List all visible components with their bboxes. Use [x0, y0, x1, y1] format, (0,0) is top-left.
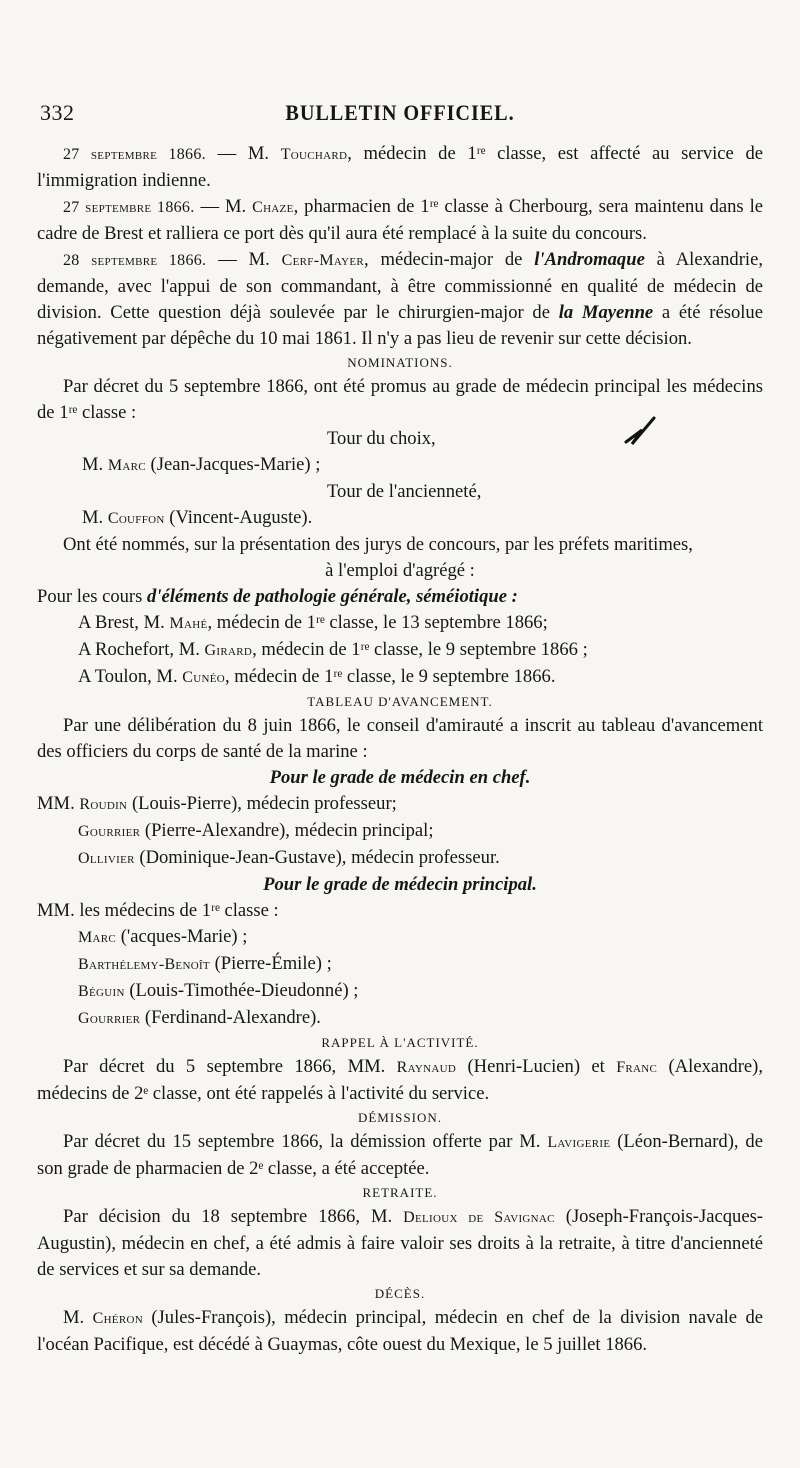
entry-touchard	[37, 141, 763, 194]
chef-item	[37, 818, 763, 845]
person-name: Girard	[204, 642, 253, 659]
chef-item	[37, 845, 763, 872]
entry-date: 27 septembre 1866.	[63, 199, 195, 216]
rappel-paragraph	[37, 1054, 763, 1107]
section-heading-nominations: NOMINATIONS.	[347, 355, 453, 370]
principal-item	[37, 1005, 763, 1032]
person-name: Cunéo	[182, 669, 225, 686]
section-heading-deces: DÉCÈS.	[374, 1286, 426, 1301]
person-detail: (Jean-Jacques-Marie) ;	[145, 454, 321, 475]
person-detail: ('acques-Marie) ;	[116, 926, 248, 947]
paragraph-text: (Jules-François), médecin principal, médecin en chef de la division navale de l'océan Pacifique, est décédé à Guaymas, côte ouest du Mexique, le 5 juillet 1866.	[37, 1307, 763, 1355]
posting-place: A Brest, M.	[78, 612, 170, 633]
person-detail: (Dominique-Jean-Gustave), médecin professeur.	[134, 847, 500, 868]
cours-prefix: Pour les cours	[37, 586, 148, 607]
posting-brest	[37, 610, 763, 637]
anciennete-nominee	[37, 505, 763, 532]
posting-rochefort	[37, 637, 763, 664]
paragraph-text: Par décret du 5 septembre 1866, MM.	[63, 1056, 397, 1077]
prefix: M.	[82, 454, 108, 475]
person-name: Couffon	[107, 510, 165, 527]
prefix: MM.	[37, 793, 80, 814]
cours-line	[37, 584, 763, 610]
person-name: Cerf-Mayer	[281, 252, 364, 269]
person-name: Lavigerie	[547, 1134, 611, 1151]
retraite-paragraph	[37, 1204, 763, 1283]
posting-place: A Rochefort, M.	[78, 639, 205, 660]
section-heading-rappel: RAPPEL À L'ACTIVITÉ.	[321, 1035, 479, 1050]
paragraph-text: (Joseph-François-Jacques-Augustin), médecin en chef, a été admis à faire valoir ses droits à la retraite, à titre d'ancienneté de services et sur sa demande.	[37, 1206, 764, 1280]
person-name: Delioux de Savignac	[403, 1209, 555, 1226]
person-detail: (Pierre-Émile) ;	[209, 953, 332, 974]
tour-anciennete-label: Tour de l'ancienneté,	[327, 481, 482, 502]
entry-text: — M.	[206, 249, 282, 270]
principal-item	[37, 978, 763, 1005]
nominations-intro: Par décret du 5 septembre 1866, ont été promus au grade de médecin principal les médecins de 1ʳᵉ classe :	[37, 376, 763, 423]
tableau-intro: Par une délibération du 8 juin 1866, le conseil d'amirauté a inscrit au tableau d'avancement des officiers du corps de santé de la marine :	[37, 715, 763, 762]
agreges-intro: Ont été nommés, sur la présentation des jurys de concours, par les préfets maritimes,	[63, 534, 693, 555]
chef-item	[37, 791, 763, 818]
person-detail: (Pierre-Alexandre), médecin principal;	[140, 820, 434, 841]
person-name: Roudin	[79, 796, 128, 813]
choix-nominee	[37, 452, 763, 479]
posting-detail: , médecin de 1ʳᵉ classe, le 9 septembre 1866 ;	[252, 639, 588, 660]
entry-date: 27 septembre 1866.	[63, 146, 206, 163]
entry-text: a été résolue négativement par dépêche du 10 mai 1861. Il n'y a pas lieu de revenir sur cette décision.	[37, 302, 763, 349]
person-detail: (Vincent-Auguste).	[164, 507, 313, 528]
person-name: Gourrier	[78, 823, 141, 840]
person-name: Raynaud	[396, 1059, 457, 1076]
posting-detail: , médecin de 1ʳᵉ classe, le 9 septembre 1866.	[225, 666, 556, 687]
person-name: Franc	[616, 1059, 658, 1076]
entry-chaze	[37, 194, 763, 247]
person-name: Chéron	[92, 1310, 143, 1327]
paragraph-text: M.	[63, 1307, 93, 1328]
ship-name: la Mayenne	[558, 302, 654, 323]
principal-intro: MM. les médecins de 1ʳᵉ classe :	[37, 900, 279, 921]
person-name: Touchard	[280, 146, 348, 163]
entry-text: , médecin de 1ʳᵉ classe, est affecté au service de l'immigration indienne.	[37, 143, 764, 191]
person-name: Ollivier	[78, 850, 135, 867]
entry-text: — M.	[194, 196, 253, 217]
principal-item	[37, 951, 763, 978]
section-heading-retraite: RETRAITE.	[362, 1185, 438, 1200]
chef-title: Pour le grade de médecin en chef.	[269, 767, 531, 788]
person-detail: (Ferdinand-Alexandre).	[140, 1007, 321, 1028]
running-title: BULLETIN OFFICIEL.	[285, 100, 515, 125]
entry-text: , médecin-major de	[364, 249, 535, 270]
principal-title: Pour le grade de médecin principal.	[263, 874, 537, 895]
prefix: M.	[82, 507, 108, 528]
paragraph-text: (Henri-Lucien) et	[456, 1056, 617, 1077]
paragraph-text: (Alexandre), médecins de 2ᵉ classe, ont été rappelés à l'activité du service.	[37, 1056, 763, 1104]
person-name: Mahé	[169, 615, 208, 632]
entry-date: 28 septembre 1866.	[63, 252, 207, 269]
deces-paragraph	[37, 1305, 763, 1358]
page-number: 332	[40, 100, 75, 125]
entry-text: — M.	[205, 143, 281, 164]
section-heading-demission: DÉMISSION.	[357, 1110, 443, 1125]
person-detail: (Louis-Pierre), médecin professeur;	[127, 793, 397, 814]
person-detail: (Louis-Timothée-Dieudonné) ;	[124, 980, 359, 1001]
entry-text: à Alexandrie, demande, avec l'appui de son commandant, à être commissionné en qualité de médecin de division. Cette question déjà soulevée par le chirurgien-major de	[37, 249, 763, 323]
posting-detail: , médecin de 1ʳᵉ classe, le 13 septembre 1866;	[207, 612, 548, 633]
paragraph-text: (Léon-Bernard), de son grade de pharmacien de 2ᵉ classe, a été acceptée.	[37, 1131, 763, 1179]
demission-paragraph	[37, 1129, 763, 1182]
posting-toulon	[37, 664, 763, 691]
person-name: Béguin	[78, 983, 125, 1000]
entry-text: , pharmacien de 1ʳᵉ classe à Cherbourg, sera maintenu dans le cadre de Brest et ralliera ce port dès qu'il aura été remplacé à la suite du concours.	[37, 196, 763, 244]
document-body	[37, 141, 763, 1358]
person-name: Chaze	[252, 199, 294, 216]
page-header	[40, 100, 760, 130]
principal-item	[37, 924, 763, 951]
entry-cerf-mayer	[37, 247, 763, 352]
ship-name: l'Andromaque	[534, 249, 645, 270]
paragraph-text: Par décision du 18 septembre 1866, M.	[63, 1206, 404, 1227]
section-heading-tableau: TABLEAU D'AVANCEMENT.	[307, 694, 493, 709]
agrege-title: à l'emploi d'agrégé :	[325, 560, 475, 581]
paragraph-text: Par décret du 15 septembre 1866, la démission offerte par M.	[63, 1131, 548, 1152]
person-name: Barthélemy-Benoît	[78, 956, 210, 973]
cours-subject: d'éléments de pathologie générale, séméiotique :	[147, 586, 518, 607]
person-name: Marc	[78, 929, 117, 946]
posting-place: A Toulon, M.	[78, 666, 183, 687]
person-name: Marc	[107, 457, 146, 474]
person-name: Gourrier	[78, 1010, 141, 1027]
tour-choix-label: Tour du choix,	[327, 428, 436, 449]
